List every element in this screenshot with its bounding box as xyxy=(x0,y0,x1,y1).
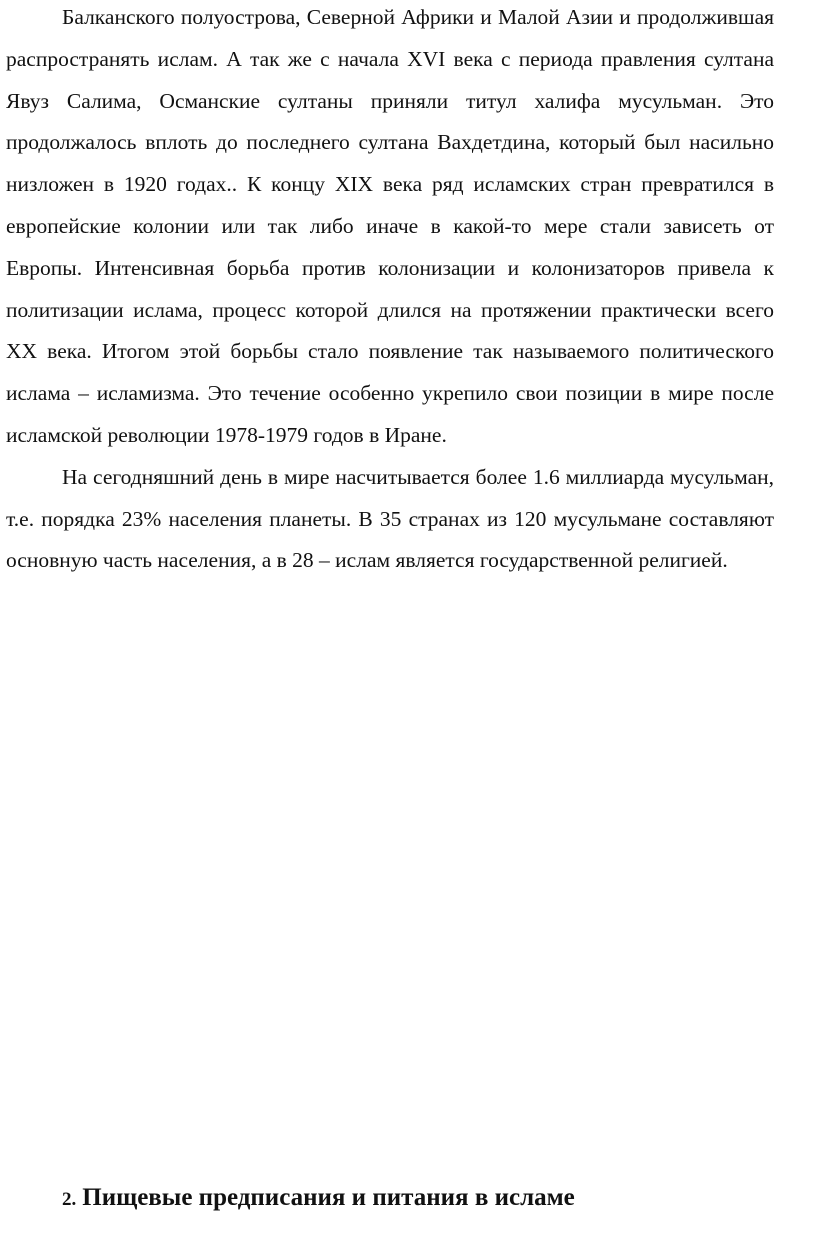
section-heading xyxy=(62,1184,782,1212)
section-number: 2. xyxy=(62,1189,77,1210)
paragraph-history: Балканского полуострова, Северной Африки и Малой Азии и продолжившая распространять ислам. А так же с начала XVI века с периода правления султана Явуз Салима, Османские султаны приняли титул халифа мусульман. Это продолжалось вплоть до последнего султана Вахдетдина, который был насильно низложен в 1920 годах.. К концу XIX века ряд исламских стран превратился в европейские колонии или так либо иначе в какой-то мере стали зависеть от Европы. Интенсивная борьба против колонизации и колонизаторов привела к политизации ислама, процесс которой длился на протяжении практически всего XX века. Итогом этой борьбы стало появление так называемого политического ислама – исламизма. Это течение особенно укрепило свои позиции в мире после исламской революции 1978-1979 годов в Иране. xyxy=(6,5,774,447)
paragraph-statistics: На сегодняшний день в мире насчитывается более 1.6 миллиарда мусульман, т.е. порядка 23% населения планеты. В 35 странах из 120 мусульмане составляют основную часть населения, а в 28 – ислам является государственной религией. xyxy=(6,464,774,573)
body-text xyxy=(6,0,774,582)
section-title: Пищевые предписания и питания в исламе xyxy=(82,1184,575,1211)
